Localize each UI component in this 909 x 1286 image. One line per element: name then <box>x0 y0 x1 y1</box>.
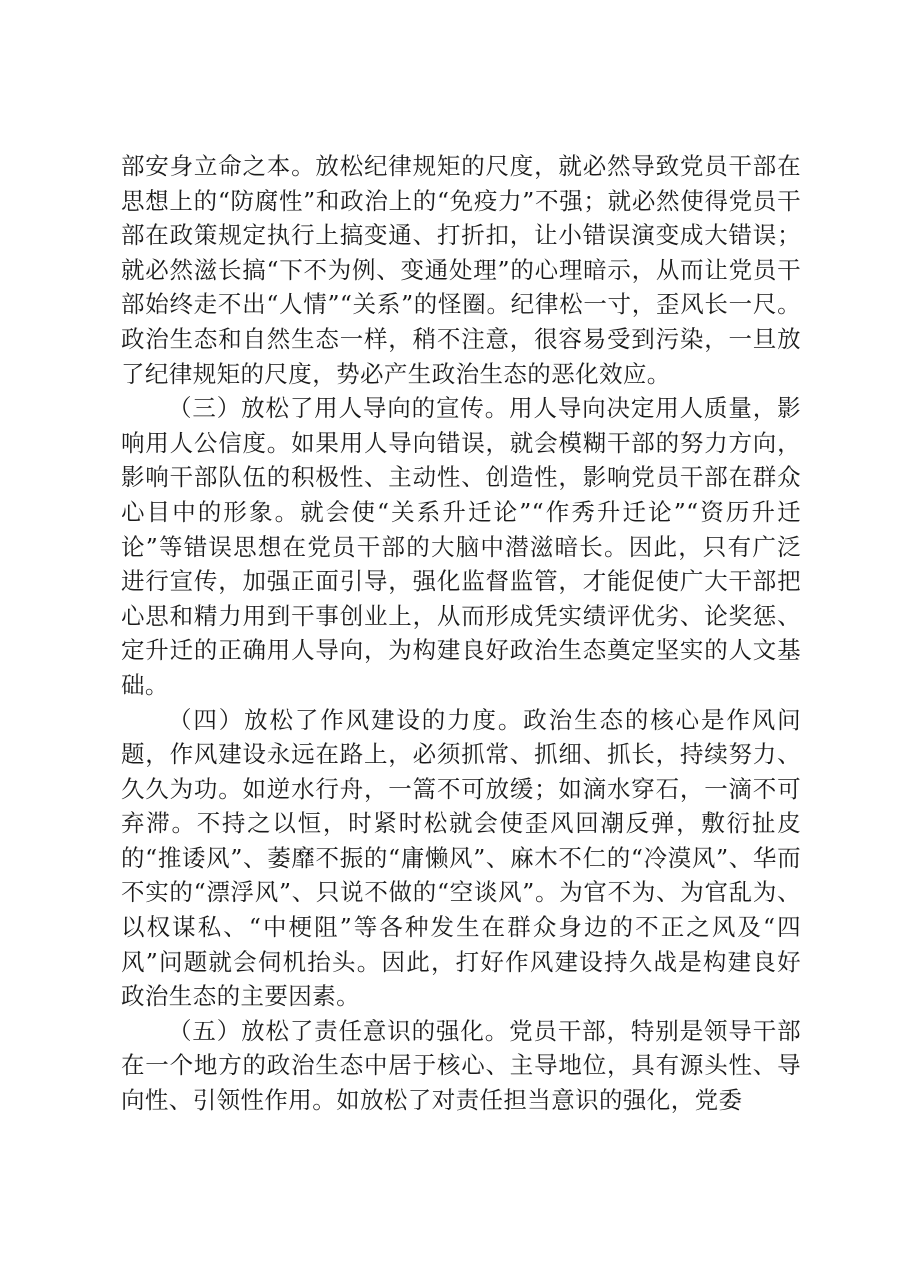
body-paragraph-2: （三）放松了用人导向的宣传。用人导向决定用人质量，影响用人公信度。如果用人导向错误，就会模糊干部的努力方向，影响干部队伍的积极性、主动性、创造性，影响党员干部在群众心目中的形象。就会使“关系升迁论”“作秀升迁论”“资历升迁论”等错误思想在党员干部的大脑中潜滋暗长。因此，只有广泛进行宣传，加强正面引导，强化监督监管，才能促使广大干部把心思和精力用到干事创业上，从而形成凭实绩评优劣、论奖惩、定升迁的正确用人导向，为构建良好政治生态奠定坚实的人文基础。 <box>121 394 801 699</box>
body-paragraph-4: （五）放松了责任意识的强化。党员干部，特别是领导干部在一个地方的政治生态中居于核心、主导地位，具有源头性、导向性、引领性作用。如放松了对责任担当意识的强化，党委 <box>121 1016 801 1115</box>
body-paragraph-1: 部安身立命之本。放松纪律规矩的尺度，就必然导致党员干部在思想上的“防腐性”和政治上的“免疫力”不强；就必然使得党员干部在政策规定执行上搞变通、打折扣，让小错误演变成大错误；就必然滋长搞“下不为例、变通处理”的心理暗示，从而让党员干部始终走不出“人情”“关系”的怪圈。纪律松一寸，歪风长一尺。政治生态和自然生态一样，稍不注意，很容易受到污染，一旦放了纪律规矩的尺度，势必产生政治生态的恶化效应。 <box>121 152 801 388</box>
body-paragraph-3: （四）放松了作风建设的力度。政治生态的核心是作风问题，作风建设永远在路上，必须抓常、抓细、抓长，持续努力、久久为功。如逆水行舟，一篙不可放缓；如滴水穿石，一滴不可弃滞。不持之以恒，时紧时松就会使歪风回潮反弹，敷衍扯皮的“推诿风”、萎靡不振的“庸懒风”、麻木不仁的“冷漠风”、华而不实的“漂浮风”、只说不做的“空谈风”。为官不为、为官乱为、以权谋私、“中梗阻”等各种发生在群众身边的不正之风及“四风”问题就会伺机抬头。因此，打好作风建设持久战是构建良好政治生态的主要因素。 <box>121 705 801 1011</box>
document-page <box>121 149 801 1118</box>
